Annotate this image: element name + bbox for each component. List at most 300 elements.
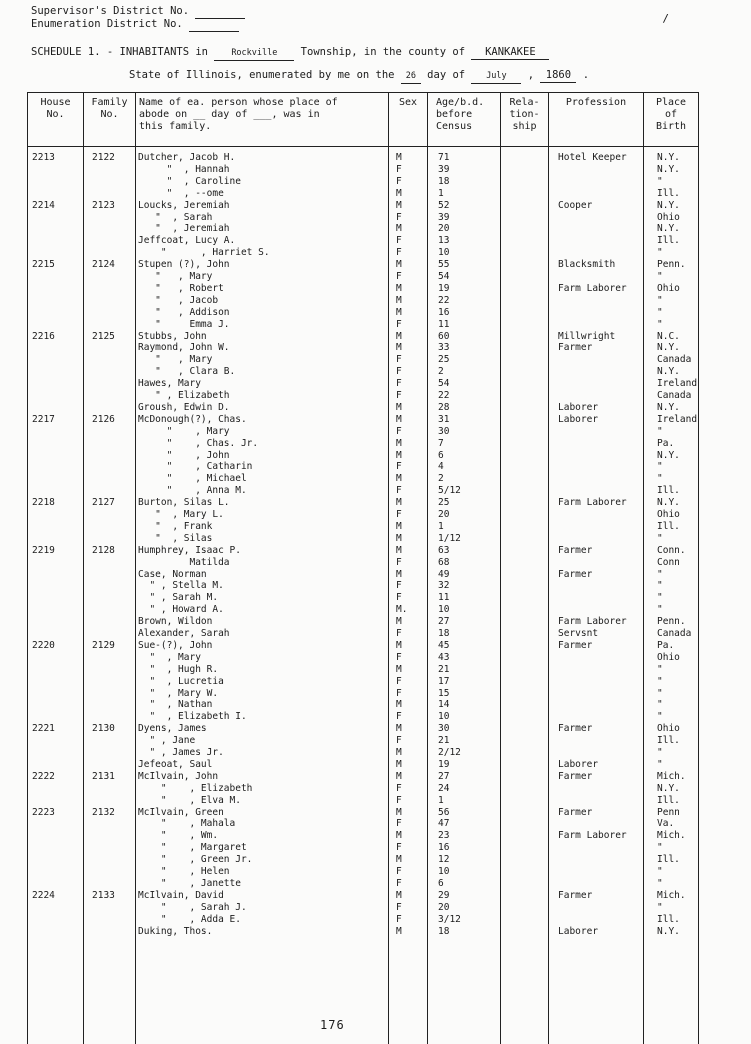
birthplace-value: Penn [657, 806, 680, 818]
sex-value: M [396, 568, 402, 580]
family-number: 2132 [92, 806, 115, 818]
birthplace-value: " [657, 592, 663, 604]
birthplace-value: N.Y. [657, 449, 680, 461]
age-value: 15 [438, 687, 450, 699]
person-name: " , Sarah M. [138, 592, 219, 604]
person-name: " , Stella M. [138, 580, 224, 592]
schedule-label: SCHEDULE 1. - INHABITANTS in [31, 46, 209, 58]
table-row [0, 390, 751, 402]
age-value: 1 [438, 187, 444, 199]
sex-value: F [396, 366, 402, 378]
person-name: " , Clara B. [138, 366, 236, 378]
sex-value: M [396, 437, 402, 449]
table-row [0, 319, 751, 331]
table-row [0, 699, 751, 711]
age-value: 14 [438, 699, 450, 711]
sex-value: M [396, 449, 402, 461]
age-value: 19 [438, 758, 450, 770]
person-name: Jeffcoat, Lucy A. [138, 235, 236, 247]
age-value: 39 [438, 163, 450, 175]
table-row [0, 354, 751, 366]
house-number: 2222 [32, 770, 55, 782]
birthplace-value: " [657, 271, 663, 282]
person-name: Jefeoat, Saul [138, 758, 213, 770]
table-row [0, 771, 751, 783]
table-row [0, 592, 751, 604]
birthplace-value: " [657, 604, 663, 616]
birthplace-value: Canada [657, 390, 692, 401]
birthplace-value: Mich. [657, 770, 686, 782]
age-value: 11 [438, 592, 450, 604]
age-value: 31 [438, 413, 450, 425]
birthplace-value: " [657, 842, 663, 854]
person-name: " , Margaret [138, 842, 247, 854]
family-number: 2123 [92, 199, 115, 211]
person-name: Dyens, James [138, 723, 207, 735]
age-value: 1 [438, 520, 444, 532]
supervisor-district-line [31, 5, 245, 19]
person-name: Dutcher, Jacob H. [138, 152, 236, 163]
sex-value: M [396, 259, 402, 271]
person-name: Groush, Edwin D. [138, 401, 230, 413]
col-header-house: House No. [40, 97, 71, 120]
age-value: 22 [438, 390, 450, 401]
table-row [0, 200, 751, 212]
enumeration-district-label: Enumeration District No. [31, 18, 183, 30]
col-header-birth: Place of Birth [655, 97, 687, 132]
profession-value: Farmer [558, 639, 593, 651]
person-name: " , Lucretia [138, 675, 224, 687]
table-row [0, 402, 751, 414]
person-name: Stubbs, John [138, 330, 207, 342]
birthplace-value: Conn [657, 556, 680, 568]
sex-value: M [396, 639, 402, 651]
profession-value: Farmer [558, 342, 593, 354]
person-name: " , Mary [138, 425, 230, 437]
birthplace-value: " [657, 901, 663, 913]
sex-value: M [396, 342, 402, 354]
age-value: 16 [438, 842, 450, 854]
col-header-name: Name of ea. person whose place of abode on __ day of ___, was in this family. [139, 97, 338, 132]
birthplace-value: Canada [657, 354, 692, 366]
person-name: " , James Jr. [138, 747, 224, 758]
sex-value: F [396, 354, 402, 366]
table-row [0, 533, 751, 545]
age-value: 6 [438, 449, 444, 461]
age-value: 28 [438, 401, 450, 413]
sex-value: M [396, 282, 402, 294]
person-name: " , Hannah [138, 163, 230, 175]
person-name: " , Harriet S. [138, 247, 270, 259]
enumeration-district-blank [189, 18, 239, 32]
house-number: 2213 [32, 152, 55, 163]
person-name: " , Mary [138, 651, 201, 663]
sex-value: F [396, 687, 402, 699]
birthplace-value: " [657, 758, 663, 770]
year-value: 1860 [540, 69, 576, 83]
age-value: 55 [438, 259, 450, 271]
house-number: 2219 [32, 544, 55, 556]
table-row [0, 557, 751, 569]
day-of-label: day of [427, 69, 466, 81]
birthplace-value: Ill. [657, 913, 680, 925]
profession-value: Farm Laborer [558, 282, 627, 294]
table-row [0, 926, 751, 938]
profession-value: Farmer [558, 544, 593, 556]
age-value: 45 [438, 639, 450, 651]
table-row [0, 795, 751, 807]
house-number: 2214 [32, 199, 55, 211]
person-name: " , John [138, 449, 230, 461]
profession-value: Farmer [558, 568, 593, 580]
birthplace-value: Va. [657, 818, 675, 830]
sex-value: F [396, 235, 402, 247]
birthplace-value: N.Y. [657, 152, 680, 163]
profession-value: Farmer [558, 889, 593, 901]
profession-value: Farmer [558, 723, 593, 735]
birthplace-value: " [657, 580, 663, 592]
age-value: 18 [438, 628, 450, 639]
enumeration-district-line [31, 18, 239, 32]
table-row [0, 366, 751, 378]
birthplace-value: N.Y. [657, 925, 680, 937]
table-row [0, 331, 751, 343]
person-name: " , Chas. Jr. [138, 437, 259, 449]
age-value: 10 [438, 866, 450, 877]
profession-value: Laborer [558, 401, 599, 413]
table-row [0, 616, 751, 628]
sex-value: F [396, 842, 402, 854]
age-value: 47 [438, 818, 450, 830]
sex-value: F [396, 794, 402, 806]
age-value: 60 [438, 330, 450, 342]
birthplace-value: N.Y. [657, 782, 680, 794]
sex-value: F [396, 378, 402, 390]
birthplace-value: " [657, 866, 663, 877]
birthplace-value: Ohio [657, 211, 680, 223]
table-row [0, 878, 751, 890]
sex-value: F [396, 390, 402, 401]
month-value: July [471, 70, 521, 84]
schedule-line [31, 46, 549, 61]
sex-value: F [396, 580, 402, 592]
person-name: Alexander, Sarah [138, 628, 230, 639]
birthplace-value: Ireland [657, 378, 698, 390]
table-row [0, 426, 751, 438]
family-number: 2131 [92, 770, 115, 782]
sex-value: M [396, 699, 402, 711]
birthplace-value: N.Y. [657, 366, 680, 378]
table-row [0, 271, 751, 283]
sex-value: F [396, 711, 402, 723]
birthplace-value: Ill. [657, 794, 680, 806]
table-row [0, 283, 751, 295]
person-name: " , Elizabeth [138, 782, 253, 794]
sex-value: M [396, 532, 402, 544]
birthplace-value: N.Y. [657, 401, 680, 413]
birthplace-value: N.Y. [657, 163, 680, 175]
person-name: " , Mary [138, 354, 213, 366]
birthplace-value: " [657, 532, 663, 544]
house-number: 2224 [32, 889, 55, 901]
house-number: 2216 [32, 330, 55, 342]
age-value: 52 [438, 199, 450, 211]
person-name: Stupen (?), John [138, 259, 230, 271]
sex-value: M [396, 544, 402, 556]
person-name: " , Jacob [138, 294, 219, 306]
age-value: 21 [438, 735, 450, 747]
age-value: 10 [438, 604, 450, 616]
birthplace-value: Ill. [657, 485, 680, 497]
age-value: 10 [438, 711, 450, 723]
person-name: " , Hugh R. [138, 663, 219, 675]
age-value: 39 [438, 211, 450, 223]
table-row [0, 890, 751, 902]
table-row [0, 902, 751, 914]
sex-value: M [396, 616, 402, 628]
age-value: 30 [438, 723, 450, 735]
sex-value: M [396, 723, 402, 735]
person-name: " , Michael [138, 473, 247, 485]
table-row [0, 176, 751, 188]
birthplace-value: " [657, 747, 663, 758]
table-row [0, 461, 751, 473]
birthplace-value: " [657, 175, 663, 187]
family-number: 2129 [92, 639, 115, 651]
table-row [0, 450, 751, 462]
age-value: 71 [438, 152, 450, 163]
person-name: McIlvain, John [138, 770, 219, 782]
table-row [0, 783, 751, 795]
age-value: 18 [438, 925, 450, 937]
birthplace-value: Ill. [657, 520, 680, 532]
table-row [0, 485, 751, 497]
sex-value: F [396, 485, 402, 497]
sex-value: M [396, 854, 402, 866]
sex-value: M [396, 770, 402, 782]
col-header-family: Family No. [91, 97, 128, 120]
family-number: 2126 [92, 413, 115, 425]
age-value: 32 [438, 580, 450, 592]
person-name: " , Nathan [138, 699, 213, 711]
profession-value: Cooper [558, 199, 593, 211]
state-label: State of Illinois, enumerated by me on the [129, 69, 395, 81]
age-value: 23 [438, 830, 450, 842]
sex-value: M [396, 758, 402, 770]
table-row [0, 676, 751, 688]
age-value: 5/12 [438, 485, 461, 497]
profession-value: Farmer [558, 770, 593, 782]
age-value: 27 [438, 616, 450, 628]
birthplace-value: " [657, 473, 663, 485]
sex-value: F [396, 866, 402, 877]
table-row [0, 580, 751, 592]
age-value: 12 [438, 854, 450, 866]
day-value: 26 [401, 70, 421, 84]
person-name: Brown, Wildon [138, 616, 213, 628]
birthplace-value: " [657, 568, 663, 580]
person-name: McIlvain, Green [138, 806, 224, 818]
sex-value: M [396, 497, 402, 509]
table-row [0, 414, 751, 426]
table-row [0, 235, 751, 247]
birthplace-value: " [657, 699, 663, 711]
sex-value: M. [396, 604, 408, 616]
age-value: 7 [438, 437, 444, 449]
age-value: 63 [438, 544, 450, 556]
birthplace-value: Ohio [657, 509, 680, 520]
age-value: 25 [438, 354, 450, 366]
person-name: " , Jeremiah [138, 223, 230, 235]
family-number: 2124 [92, 259, 115, 271]
person-name: Loucks, Jeremiah [138, 199, 230, 211]
person-name: Raymond, John W. [138, 342, 230, 354]
table-row [0, 830, 751, 842]
sex-value: M [396, 306, 402, 318]
person-name: McIlvain, David [138, 889, 224, 901]
person-name: Case, Norman [138, 568, 207, 580]
sex-value: M [396, 223, 402, 235]
birthplace-value: " [657, 711, 663, 723]
table-row [0, 378, 751, 390]
age-value: 10 [438, 247, 450, 259]
age-value: 6 [438, 877, 444, 889]
person-name: " , Elizabeth [138, 390, 230, 401]
person-name: " , Mary W. [138, 687, 219, 699]
person-name: Burton, Silas L. [138, 497, 230, 509]
sex-value: F [396, 271, 402, 282]
age-value: 20 [438, 509, 450, 520]
age-value: 2/12 [438, 747, 461, 758]
birthplace-value: Pa. [657, 437, 675, 449]
table-row [0, 807, 751, 819]
table-row [0, 509, 751, 521]
birthplace-value: N.Y. [657, 223, 680, 235]
birthplace-value: " [657, 247, 663, 259]
age-value: 49 [438, 568, 450, 580]
person-name: " , Mary [138, 271, 213, 282]
profession-value: Farmer [558, 806, 593, 818]
birthplace-value: Ohio [657, 651, 680, 663]
person-name: " , Helen [138, 866, 230, 877]
house-number: 2221 [32, 723, 55, 735]
col-header-profession: Profession [565, 97, 627, 108]
person-name: " , Silas [138, 532, 213, 544]
person-name: " Emma J. [138, 318, 230, 330]
age-value: 11 [438, 318, 450, 330]
birthplace-value: " [657, 877, 663, 889]
profession-value: Farm Laborer [558, 497, 627, 509]
person-name: Sue-(?), John [138, 639, 213, 651]
person-name: " , Mary L. [138, 509, 224, 520]
birthplace-value: " [657, 306, 663, 318]
table-row [0, 842, 751, 854]
birthplace-value: " [657, 687, 663, 699]
sex-value: F [396, 211, 402, 223]
sex-value: F [396, 509, 402, 520]
house-number: 2220 [32, 639, 55, 651]
birthplace-value: Mich. [657, 830, 686, 842]
col-header-relationship: Rela- tion- ship [509, 97, 540, 132]
birthplace-value: Ohio [657, 723, 680, 735]
sex-value: M [396, 830, 402, 842]
birthplace-value: Ohio [657, 282, 680, 294]
family-number: 2128 [92, 544, 115, 556]
table-row [0, 723, 751, 735]
house-number: 2223 [32, 806, 55, 818]
sex-value: M [396, 889, 402, 901]
sex-value: F [396, 163, 402, 175]
table-row [0, 747, 751, 759]
age-value: 54 [438, 378, 450, 390]
birthplace-value: N.Y. [657, 199, 680, 211]
table-row [0, 735, 751, 747]
sex-value: F [396, 651, 402, 663]
person-name: " , Robert [138, 282, 224, 294]
profession-value: Blacksmith [558, 259, 616, 271]
birthplace-value: Ill. [657, 735, 680, 747]
page-number: 176 [320, 1018, 345, 1032]
age-value: 54 [438, 271, 450, 282]
table-row [0, 604, 751, 616]
family-number: 2127 [92, 497, 115, 509]
county-value: KANKAKEE [471, 46, 549, 60]
sex-value: F [396, 556, 402, 568]
profession-value: Farm Laborer [558, 830, 627, 842]
family-number: 2122 [92, 152, 115, 163]
birthplace-value: Conn. [657, 544, 686, 556]
sex-value: F [396, 247, 402, 259]
person-name: " , --ome [138, 187, 224, 199]
profession-value: Laborer [558, 413, 599, 425]
age-value: 16 [438, 306, 450, 318]
person-name: " , Caroline [138, 175, 241, 187]
age-value: 20 [438, 901, 450, 913]
age-value: 17 [438, 675, 450, 687]
person-name: Matilda [138, 556, 230, 568]
sex-value: M [396, 413, 402, 425]
schedule-mid-label: Township, in the county of [300, 46, 466, 58]
profession-value: Millwright [558, 330, 616, 342]
age-value: 33 [438, 342, 450, 354]
person-name: " , Elizabeth I. [138, 711, 247, 723]
birthplace-value: Ill. [657, 187, 680, 199]
age-value: 24 [438, 782, 450, 794]
table-row [0, 295, 751, 307]
family-number: 2130 [92, 723, 115, 735]
table-row [0, 521, 751, 533]
family-number: 2125 [92, 330, 115, 342]
table-row [0, 854, 751, 866]
table-row [0, 188, 751, 200]
age-value: 22 [438, 294, 450, 306]
house-number: 2217 [32, 413, 55, 425]
person-name: Hawes, Mary [138, 378, 201, 390]
age-value: 18 [438, 175, 450, 187]
age-value: 20 [438, 223, 450, 235]
birthplace-value: Penn. [657, 616, 686, 628]
sex-value: F [396, 628, 402, 639]
sex-value: F [396, 818, 402, 830]
col-header-sex: Sex [398, 97, 418, 108]
sex-value: M [396, 152, 402, 163]
birthplace-value: Pa. [657, 639, 675, 651]
table-row [0, 342, 751, 354]
sex-value: M [396, 473, 402, 485]
sex-value: F [396, 877, 402, 889]
birthplace-value: N.Y. [657, 342, 680, 354]
sex-value: M [396, 199, 402, 211]
